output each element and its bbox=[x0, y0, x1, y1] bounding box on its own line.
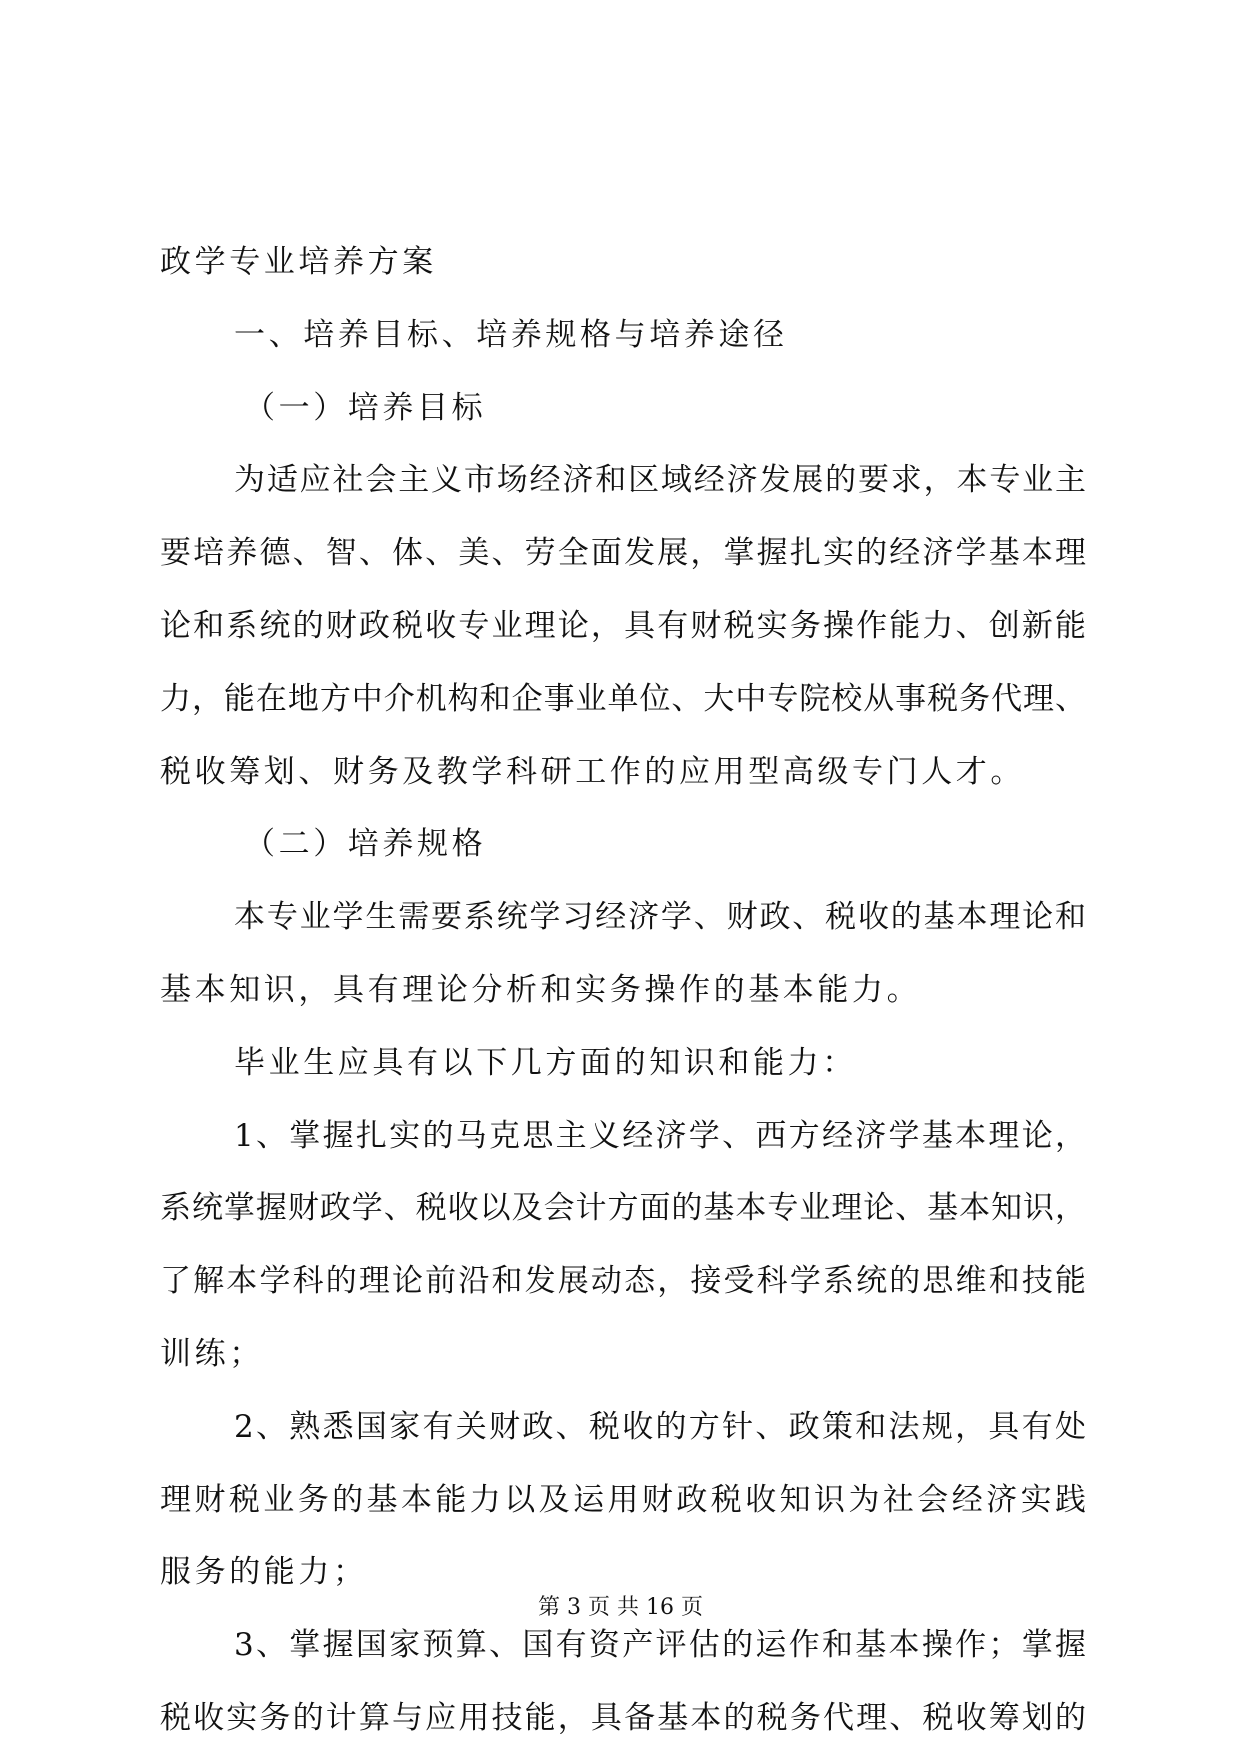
page-footer: 第 3 页 共 16 页 bbox=[538, 1595, 703, 1620]
list-item-line: 系统掌握财政学、税收以及会计方面的基本专业理论、基本知识， bbox=[160, 1190, 1086, 1227]
list-item-line: 训练； bbox=[160, 1335, 264, 1372]
document-title: 政学专业培养方案 bbox=[160, 244, 437, 280]
paragraph-line: 毕业生应具有以下几方面的知识和能力： bbox=[234, 1044, 857, 1081]
list-item-line: 1、掌握扎实的马克思主义经济学、西方经济学基本理论， bbox=[234, 1117, 1086, 1154]
list-item-line: 理财税业务的基本能力以及运用财政税收知识为社会经济实践 bbox=[160, 1481, 1086, 1518]
document-body bbox=[160, 226, 1086, 1755]
paragraph-line: 为适应社会主义市场经济和区域经济发展的要求，本专业主 bbox=[234, 462, 1086, 499]
list-item-line: 服务的能力； bbox=[160, 1554, 368, 1591]
subsection-heading: （一）培养目标 bbox=[244, 389, 487, 426]
paragraph-line: 基本知识，具有理论分析和实务操作的基本能力。 bbox=[160, 971, 922, 1008]
subsection-heading: （二）培养规格 bbox=[244, 826, 487, 863]
paragraph-line: 要培养德、智、体、美、劳全面发展，掌握扎实的经济学基本理 bbox=[160, 535, 1086, 572]
list-item-line: 3、掌握国家预算、国有资产评估的运作和基本操作；掌握 bbox=[234, 1627, 1086, 1664]
list-item-line: 了解本学科的理论前沿和发展动态，接受科学系统的思维和技能 bbox=[160, 1263, 1086, 1300]
paragraph-line: 本专业学生需要系统学习经济学、财政、税收的基本理论和 bbox=[234, 899, 1086, 936]
section-heading: 一、培养目标、培养规格与培养途径 bbox=[234, 316, 788, 353]
list-item-line: 税收实务的计算与应用技能，具备基本的税务代理、税收筹划的 bbox=[160, 1699, 1086, 1736]
paragraph-line: 税收筹划、财务及教学科研工作的应用型高级专门人才。 bbox=[160, 753, 1025, 790]
list-item-line: 2、熟悉国家有关财政、税收的方针、政策和法规，具有处 bbox=[234, 1408, 1086, 1445]
paragraph-line: 力，能在地方中介机构和企事业单位、大中专院校从事税务代理、 bbox=[160, 680, 1086, 717]
paragraph-line: 论和系统的财政税收专业理论，具有财税实务操作能力、创新能 bbox=[160, 607, 1086, 644]
